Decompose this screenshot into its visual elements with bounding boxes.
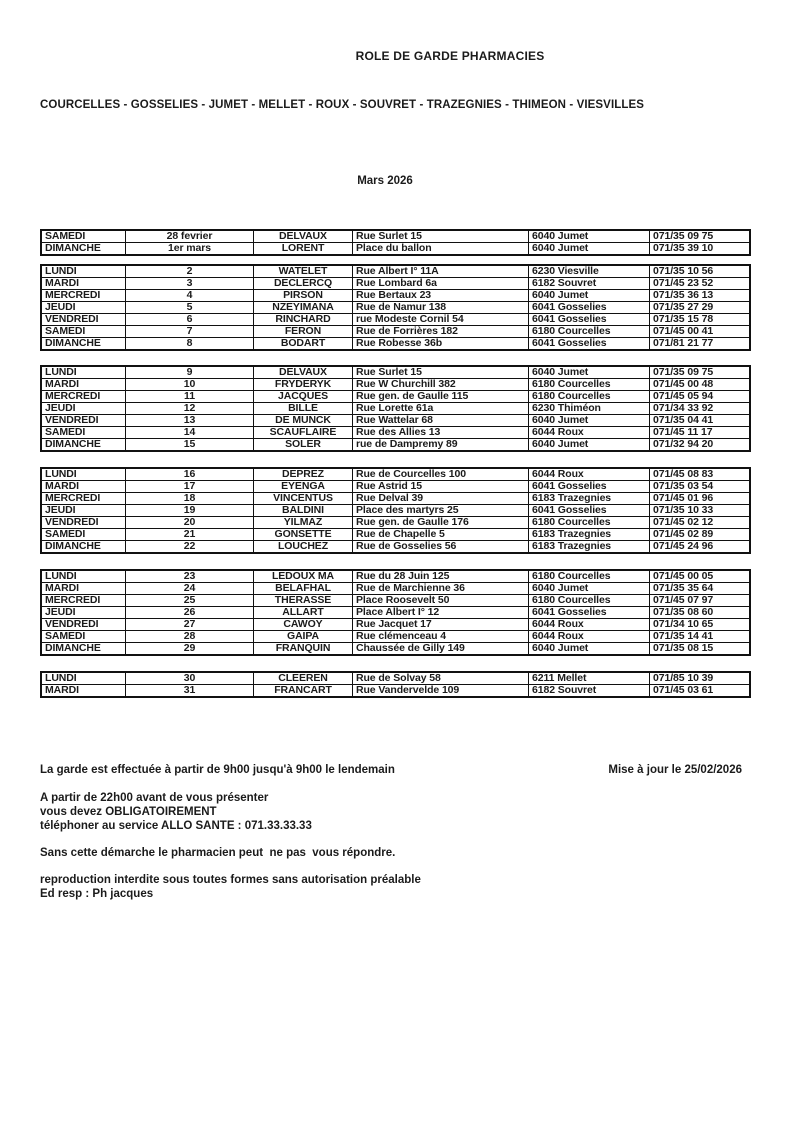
cell-name: GONSETTE [254,529,353,541]
schedule-table [40,264,751,351]
cell-phone: 071/35 10 33 [650,505,751,517]
cell-name: ALLART [254,607,353,619]
cell-day: MARDI [41,379,126,391]
cell-city: 6044 Roux [529,631,650,643]
cell-city: 6180 Courcelles [529,517,650,529]
table-row [41,290,750,302]
cell-city: 6041 Gosselies [529,302,650,314]
table-row [41,243,750,256]
cell-date: 3 [126,278,254,290]
table-row [41,570,750,583]
table-row [41,643,750,656]
cell-date: 20 [126,517,254,529]
cell-phone: 071/45 23 52 [650,278,751,290]
cell-date: 25 [126,595,254,607]
cell-city: 6180 Courcelles [529,391,650,403]
schedule-block-feb28-mar1 [40,229,751,256]
cell-address: Rue Surlet 15 [353,366,529,379]
schedule-block-week1 [40,264,751,351]
cell-name: CLEEREN [254,672,353,685]
table-row [41,481,750,493]
table-row [41,685,750,698]
cell-phone: 071/45 07 97 [650,595,751,607]
cell-address: Chaussée de Gilly 149 [353,643,529,656]
cell-date: 21 [126,529,254,541]
cell-day: SAMEDI [41,631,126,643]
table-row [41,505,750,517]
cell-name: PIRSON [254,290,353,302]
cell-address: Rue de Solvay 58 [353,672,529,685]
cell-name: THERASSE [254,595,353,607]
cell-name: DE MUNCK [254,415,353,427]
cell-address: Rue W Churchill 382 [353,379,529,391]
updated-date-text: Mise à jour le 25/02/2026 [608,764,742,776]
cell-date: 17 [126,481,254,493]
schedule-block-week5 [40,671,751,698]
cell-date: 13 [126,415,254,427]
cell-city: 6180 Courcelles [529,570,650,583]
schedule-table [40,671,751,698]
cell-phone: 071/35 36 13 [650,290,751,302]
cell-name: FERON [254,326,353,338]
cell-city: 6183 Trazegnies [529,493,650,505]
cell-date: 4 [126,290,254,302]
cell-phone: 071/34 33 92 [650,403,751,415]
cell-name: FRANQUIN [254,643,353,656]
table-row [41,278,750,290]
cell-city: 6044 Roux [529,619,650,631]
month-title: Mars 2026 [357,175,413,187]
cell-phone: 071/35 39 10 [650,243,751,256]
cell-phone: 071/35 04 41 [650,415,751,427]
cell-address: Rue de Courcelles 100 [353,468,529,481]
cell-address: Rue Wattelar 68 [353,415,529,427]
cell-name: FRYDERYK [254,379,353,391]
cell-city: 6040 Jumet [529,439,650,452]
cell-address: Rue des Allies 13 [353,427,529,439]
cell-city: 6041 Gosselies [529,314,650,326]
cell-day: MERCREDI [41,493,126,505]
schedule-table [40,467,751,554]
table-row [41,672,750,685]
cell-city: 6040 Jumet [529,290,650,302]
table-row [41,607,750,619]
cell-day: MERCREDI [41,290,126,302]
cell-day: SAMEDI [41,427,126,439]
table-row [41,541,750,554]
cell-phone: 071/45 08 83 [650,468,751,481]
cell-day: JEUDI [41,302,126,314]
table-row [41,529,750,541]
cell-day: MARDI [41,583,126,595]
table-row [41,338,750,351]
cell-phone: 071/35 14 41 [650,631,751,643]
cell-address: Place du ballon [353,243,529,256]
cell-date: 28 [126,631,254,643]
cell-address: Rue Astrid 15 [353,481,529,493]
cell-address: Rue Jacquet 17 [353,619,529,631]
table-row [41,468,750,481]
cell-address: Rue Lorette 61a [353,403,529,415]
cell-address: Rue gen. de Gaulle 176 [353,517,529,529]
cell-city: 6040 Jumet [529,415,650,427]
cell-date: 19 [126,505,254,517]
cell-day: DIMANCHE [41,338,126,351]
cell-date: 14 [126,427,254,439]
cell-address: Rue du 28 Juin 125 [353,570,529,583]
table-row [41,314,750,326]
cell-name: BALDINI [254,505,353,517]
cell-city: 6040 Jumet [529,643,650,656]
cell-address: Rue de Namur 138 [353,302,529,314]
cell-date: 8 [126,338,254,351]
cell-date: 28 fevrier [126,230,254,243]
cell-name: LOUCHEZ [254,541,353,554]
cell-city: 6040 Jumet [529,366,650,379]
cell-day: VENDREDI [41,517,126,529]
cell-day: VENDREDI [41,619,126,631]
cell-city: 6041 Gosselies [529,338,650,351]
table-row [41,517,750,529]
cell-name: SCAUFLAIRE [254,427,353,439]
cell-city: 6183 Trazegnies [529,541,650,554]
cell-phone: 071/45 00 05 [650,570,751,583]
table-row [41,439,750,452]
cell-date: 6 [126,314,254,326]
cell-phone: 071/35 09 75 [650,366,751,379]
table-row [41,631,750,643]
cell-name: NZEYIMANA [254,302,353,314]
cell-day: SAMEDI [41,326,126,338]
cell-date: 5 [126,302,254,314]
warning-text: Sans cette démarche le pharmacien peut ne pas vous répondre. [40,847,396,859]
cell-city: 6180 Courcelles [529,326,650,338]
cell-phone: 071/35 27 29 [650,302,751,314]
cell-address: Rue de Marchienne 36 [353,583,529,595]
cell-day: LUNDI [41,366,126,379]
cell-day: LUNDI [41,468,126,481]
cell-phone: 071/45 00 48 [650,379,751,391]
cell-name: DEPREZ [254,468,353,481]
cell-name: JACQUES [254,391,353,403]
schedule-table [40,229,751,256]
cell-city: 6182 Souvret [529,685,650,698]
cell-address: Rue Lombard 6a [353,278,529,290]
cell-day: DIMANCHE [41,439,126,452]
cell-name: BILLE [254,403,353,415]
cell-address: Rue Delval 39 [353,493,529,505]
cell-phone: 071/35 08 60 [650,607,751,619]
cell-phone: 071/35 10 56 [650,265,751,278]
cell-city: 6041 Gosselies [529,481,650,493]
cell-date: 27 [126,619,254,631]
cell-city: 6230 Viesville [529,265,650,278]
cell-phone: 071/45 11 17 [650,427,751,439]
cell-date: 16 [126,468,254,481]
table-row [41,595,750,607]
cell-city: 6040 Jumet [529,243,650,256]
table-row [41,427,750,439]
cell-address: Rue Surlet 15 [353,230,529,243]
cell-name: DELVAUX [254,366,353,379]
cell-address: Rue Robesse 36b [353,338,529,351]
after-22h-line2: vous devez OBLIGATOIREMENT [40,806,217,818]
cell-phone: 071/81 21 77 [650,338,751,351]
cell-day: JEUDI [41,403,126,415]
cell-name: EYENGA [254,481,353,493]
cell-phone: 071/45 02 12 [650,517,751,529]
cell-day: LUNDI [41,265,126,278]
table-row [41,403,750,415]
cell-name: GAIPA [254,631,353,643]
cell-day: MERCREDI [41,595,126,607]
table-row [41,366,750,379]
cell-name: SOLER [254,439,353,452]
table-row [41,265,750,278]
table-row [41,415,750,427]
cell-date: 12 [126,403,254,415]
cell-city: 6211 Mellet [529,672,650,685]
cell-address: Place Roosevelt 50 [353,595,529,607]
cell-day: VENDREDI [41,314,126,326]
cell-day: DIMANCHE [41,243,126,256]
cell-address: Rue Vandervelde 109 [353,685,529,698]
cell-phone: 071/35 35 64 [650,583,751,595]
cell-address: Place des martyrs 25 [353,505,529,517]
cell-day: JEUDI [41,505,126,517]
cell-date: 10 [126,379,254,391]
cell-city: 6040 Jumet [529,230,650,243]
cell-day: MERCREDI [41,391,126,403]
table-row [41,230,750,243]
cell-phone: 071/35 08 15 [650,643,751,656]
cell-address: Rue de Chapelle 5 [353,529,529,541]
responsible-editor: Ed resp : Ph jacques [40,888,154,900]
schedule-block-week4 [40,569,751,656]
cell-day: JEUDI [41,607,126,619]
cell-date: 24 [126,583,254,595]
schedule-block-week3 [40,467,751,554]
cell-phone: 071/45 05 94 [650,391,751,403]
schedule-table [40,365,751,452]
cell-date: 9 [126,366,254,379]
cell-name: LEDOUX MA [254,570,353,583]
page-title: ROLE DE GARDE PHARMACIES [355,49,545,63]
cell-date: 15 [126,439,254,452]
cell-address: Rue Albert I° 11A [353,265,529,278]
guard-hours-text: La garde est effectuée à partir de 9h00 jusqu'à 9h00 le lendemain [40,764,395,776]
cell-address: Rue Bertaux 23 [353,290,529,302]
cell-day: MARDI [41,685,126,698]
cell-date: 1er mars [126,243,254,256]
schedule-block-week2 [40,365,751,452]
cell-name: DELVAUX [254,230,353,243]
cell-name: FRANCART [254,685,353,698]
cell-address: Rue de Forrières 182 [353,326,529,338]
cell-address: Rue clémenceau 4 [353,631,529,643]
cell-address: rue de Dampremy 89 [353,439,529,452]
cell-address: rue Modeste Cornil 54 [353,314,529,326]
cell-city: 6040 Jumet [529,583,650,595]
cell-city: 6230 Thiméon [529,403,650,415]
cell-city: 6041 Gosselies [529,505,650,517]
cell-phone: 071/32 94 20 [650,439,751,452]
cell-address: Place Albert I° 12 [353,607,529,619]
cell-city: 6183 Trazegnies [529,529,650,541]
cell-day: MARDI [41,278,126,290]
cell-phone: 071/35 03 54 [650,481,751,493]
cell-city: 6041 Gosselies [529,607,650,619]
cell-day: VENDREDI [41,415,126,427]
table-row [41,583,750,595]
cell-address: Rue de Gosselies 56 [353,541,529,554]
cell-name: WATELET [254,265,353,278]
cell-phone: 071/45 01 96 [650,493,751,505]
after-22h-line1: A partir de 22h00 avant de vous présenter [40,792,269,804]
cell-phone: 071/45 03 61 [650,685,751,698]
table-row [41,493,750,505]
cell-city: 6180 Courcelles [529,595,650,607]
cell-name: BELAFHAL [254,583,353,595]
cell-address: Rue gen. de Gaulle 115 [353,391,529,403]
municipalities-line: COURCELLES - GOSSELIES - JUMET - MELLET - ROUX - SOUVRET - TRAZEGNIES - THIMEON - VIESVILLES [40,99,645,111]
cell-date: 2 [126,265,254,278]
cell-date: 22 [126,541,254,554]
cell-date: 18 [126,493,254,505]
cell-day: DIMANCHE [41,643,126,656]
cell-city: 6180 Courcelles [529,379,650,391]
table-row [41,619,750,631]
cell-phone: 071/45 00 41 [650,326,751,338]
cell-name: VINCENTUS [254,493,353,505]
table-row [41,302,750,314]
cell-day: SAMEDI [41,230,126,243]
cell-date: 29 [126,643,254,656]
reproduction-notice: reproduction interdite sous toutes formes sans autorisation préalable [40,874,421,886]
cell-phone: 071/35 15 78 [650,314,751,326]
cell-date: 31 [126,685,254,698]
cell-phone: 071/45 02 89 [650,529,751,541]
cell-city: 6044 Roux [529,468,650,481]
cell-name: DECLERCQ [254,278,353,290]
cell-city: 6044 Roux [529,427,650,439]
cell-day: MARDI [41,481,126,493]
table-row [41,391,750,403]
table-row [41,379,750,391]
cell-day: LUNDI [41,672,126,685]
table-row [41,326,750,338]
cell-day: DIMANCHE [41,541,126,554]
cell-date: 30 [126,672,254,685]
cell-day: LUNDI [41,570,126,583]
cell-date: 7 [126,326,254,338]
cell-city: 6182 Souvret [529,278,650,290]
after-22h-line3: téléphoner au service ALLO SANTE : 071.33.33.33 [40,820,312,832]
cell-phone: 071/45 24 96 [650,541,751,554]
schedule-table [40,569,751,656]
cell-name: RINCHARD [254,314,353,326]
cell-name: CAWOY [254,619,353,631]
cell-phone: 071/35 09 75 [650,230,751,243]
cell-date: 26 [126,607,254,619]
cell-date: 23 [126,570,254,583]
cell-name: LORENT [254,243,353,256]
cell-phone: 071/34 10 65 [650,619,751,631]
cell-phone: 071/85 10 39 [650,672,751,685]
cell-day: SAMEDI [41,529,126,541]
cell-date: 11 [126,391,254,403]
cell-name: BODART [254,338,353,351]
cell-name: YILMAZ [254,517,353,529]
